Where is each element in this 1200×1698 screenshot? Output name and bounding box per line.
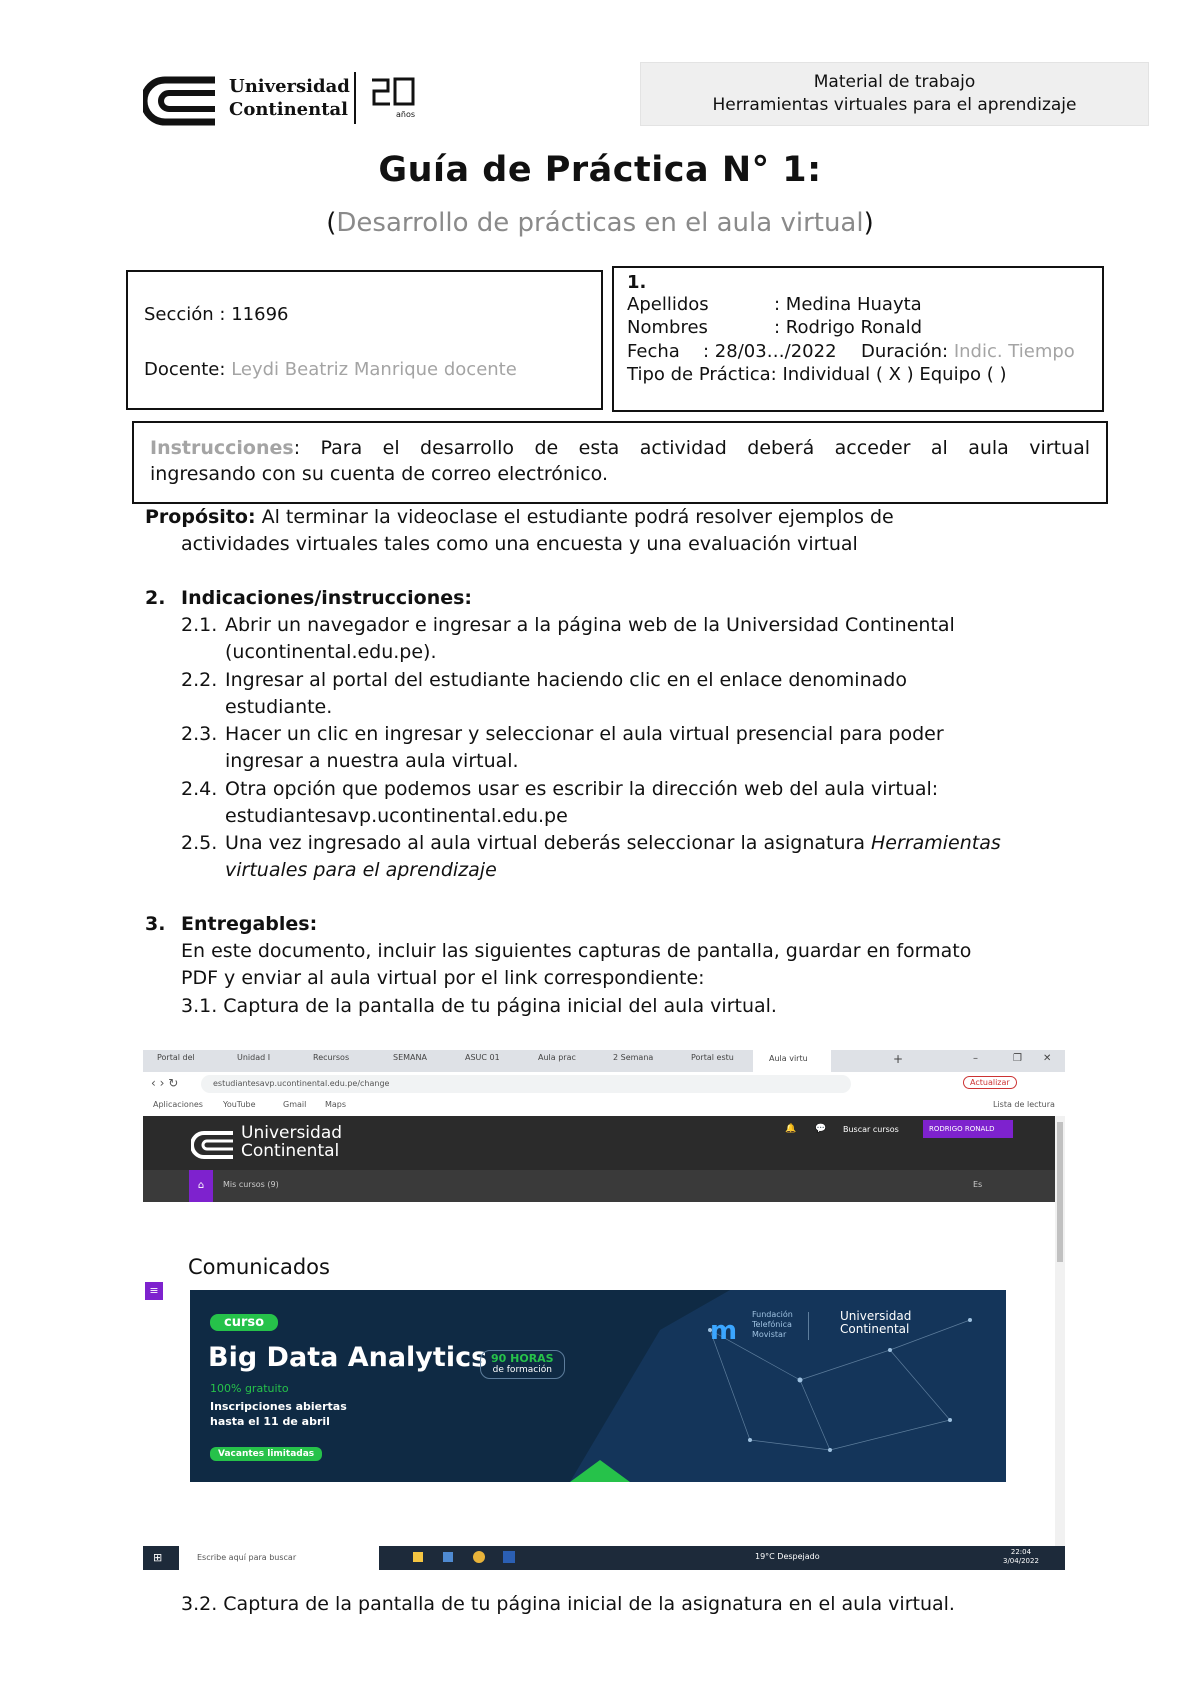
logo-anios: años: [396, 110, 416, 119]
section2-number: 2.: [145, 587, 166, 609]
header-material-line2: Herramientas virtuales para el aprendizaje: [712, 95, 1077, 115]
browser-tab: Portal estu: [691, 1053, 734, 1062]
browser-tab: Portal del: [157, 1053, 195, 1062]
subtitle-text: Desarrollo de prácticas en el aula virtual: [336, 208, 864, 238]
maximize-icon: ❐: [1013, 1053, 1022, 1064]
student-info-box: [612, 266, 1104, 412]
browser-tab-active: Aula virtu: [753, 1050, 831, 1072]
item-2-5-italic: Herramientas: [871, 832, 1001, 854]
subtitle-open-paren: (: [326, 208, 337, 238]
item-2-4-num: 2.4.: [181, 778, 218, 800]
proposito-text1: Al terminar la videoclase el estudiante podrá resolver ejemplos de: [261, 506, 894, 528]
docente-field: [144, 359, 517, 381]
banner-hours-badge: [480, 1350, 565, 1379]
clock-time: 22:04: [1010, 1548, 1032, 1556]
item-2-5-line1: [225, 830, 1001, 857]
instructions-label: Instrucciones: [150, 437, 294, 459]
bell-icon: 🔔: [785, 1124, 797, 1134]
movistar-m-icon: m: [710, 1316, 738, 1346]
banner-title: Big Data Analytics: [208, 1342, 488, 1373]
sponsor-line3: Movistar: [752, 1330, 787, 1339]
apellidos-value: : Medina Huayta: [774, 294, 922, 315]
menu-icon: ≡: [145, 1282, 163, 1300]
fecha-label: Fecha: [627, 341, 680, 362]
banner-tag: curso: [210, 1314, 278, 1331]
update-button: Actualizar: [963, 1076, 1017, 1089]
bookmarks-bar: [143, 1096, 1065, 1114]
seccion-field: Sección : 11696: [144, 304, 289, 325]
browser-tab: SEMANA: [393, 1053, 427, 1062]
section2-title: Indicaciones/instrucciones:: [181, 587, 473, 609]
header-material-line1: Material de trabajo: [813, 72, 976, 92]
tipo-practica-row: Tipo de Práctica: Individual ( X ) Equipo ( ): [627, 364, 1007, 385]
student-number: 1.: [627, 272, 647, 293]
page-subtitle: [0, 208, 1200, 238]
nombres-label: Nombres: [627, 317, 708, 338]
item-2-3-num: 2.3.: [181, 723, 218, 745]
banner-insc2: hasta el 11 de abril: [210, 1415, 330, 1428]
site-logo-line2: Continental: [241, 1141, 340, 1161]
instructions-text1: : Para el desarrollo de esta actividad deberá acceder al aula virtual: [293, 437, 1090, 459]
banner-divider: [808, 1312, 809, 1340]
home-icon: ⌂: [189, 1170, 213, 1202]
nav-arrows-icon: ‹ › ↻: [151, 1076, 179, 1090]
instructions-line2: ingresando con su cuenta de correo electrónico.: [150, 463, 609, 485]
banner-vacantes: Vacantes limitadas: [210, 1447, 322, 1461]
browser-tab: Unidad I: [237, 1053, 271, 1062]
bookmark-item: Gmail: [283, 1100, 307, 1109]
section3-line2: PDF y enviar al aula virtual por el link correspondiente:: [181, 967, 705, 989]
site-logo-line1: Universidad: [241, 1123, 343, 1143]
page-scrollbar: [1055, 1116, 1065, 1546]
apellidos-label: Apellidos: [627, 294, 709, 315]
bookmark-item: YouTube: [223, 1100, 256, 1109]
duracion-value: Indic. Tiempo: [953, 341, 1075, 362]
word-icon: [503, 1551, 515, 1563]
section3-title: Entregables:: [181, 913, 318, 935]
banner-sponsor: [752, 1310, 793, 1340]
anniversary-20-icon: [370, 74, 416, 108]
banner-uc-logo: [840, 1310, 911, 1336]
duracion-label: Duración:: [861, 341, 949, 362]
banner-hours: 90 HORAS: [491, 1352, 554, 1365]
big-data-banner: [190, 1290, 1006, 1482]
item-2-5-num: 2.5.: [181, 832, 218, 854]
reading-list: Lista de lectura: [993, 1100, 1055, 1109]
docente-value: Leydi Beatriz Manrique docente: [231, 359, 517, 380]
clock-date: 3/04/2022: [1003, 1557, 1039, 1565]
windows-start-icon: ⊞: [153, 1551, 163, 1564]
taskbar-clock: [1003, 1548, 1039, 1566]
logo-line2: Continental: [229, 99, 349, 120]
section3-item2: 3.2. Captura de la pantalla de tu página inicial de la asignatura en el aula virtual.: [181, 1593, 955, 1615]
subtitle-close-paren: ): [863, 208, 874, 238]
browser-tab: Recursos: [313, 1053, 350, 1062]
minimize-icon: –: [973, 1053, 978, 1064]
proposito-line1: [145, 504, 894, 531]
logo-divider: [354, 72, 356, 124]
banner-hours-sub: de formación: [492, 1365, 552, 1375]
item-2-5-line2: virtuales para el aprendizaje: [225, 859, 497, 881]
item-2-1-line1: Abrir un navegador e ingresar a la página web de la Universidad Continental: [225, 614, 955, 636]
chrome-icon: [473, 1551, 485, 1563]
sponsor-line2: Telefónica: [752, 1320, 792, 1329]
item-2-2-line1: Ingresar al portal del estudiante haciendo clic en el enlace denominado: [225, 669, 907, 691]
banner-insc1: Inscripciones abiertas: [210, 1400, 347, 1413]
browser-tab: Aula prac: [538, 1053, 576, 1062]
banner-uc1: Universidad: [840, 1309, 912, 1323]
browser-tabstrip: [143, 1050, 1065, 1072]
user-button: RODRIGO RONALD: [923, 1120, 1013, 1138]
site-header: [143, 1116, 1055, 1170]
instructions-box: [132, 421, 1108, 504]
nombres-value: : Rodrigo Ronald: [774, 317, 923, 338]
windows-taskbar: [143, 1546, 1065, 1570]
comunicados-heading: Comunicados: [188, 1255, 330, 1279]
item-2-4-line1: Otra opción que podemos usar es escribir la dirección web del aula virtual:: [225, 778, 939, 800]
item-2-3-line2: ingresar a nuestra aula virtual.: [225, 750, 519, 772]
section3-line1: En este documento, incluir las siguientes capturas de pantalla, guardar en formato: [181, 940, 972, 962]
proposito-label: Propósito:: [145, 506, 256, 528]
chat-icon: 💬: [815, 1124, 827, 1134]
nombres-row: [627, 317, 922, 339]
page-title: Guía de Práctica N° 1:: [378, 150, 822, 190]
new-tab-icon: +: [893, 1052, 904, 1066]
store-icon: [443, 1552, 453, 1562]
my-courses-menu: Mis cursos (9): [223, 1180, 279, 1189]
item-2-4-line2: estudiantesavp.ucontinental.edu.pe: [225, 805, 568, 827]
browser-tab: ASUC 01: [465, 1053, 500, 1062]
weather-text: 19°C Despejado: [755, 1552, 820, 1561]
item-2-5-text: Una vez ingresado al aula virtual deberás seleccionar la asignatura: [225, 832, 865, 854]
instructions-line1: [150, 437, 1090, 459]
close-icon: ✕: [1043, 1053, 1052, 1064]
section-teacher-box: [126, 270, 603, 410]
section3-number: 3.: [145, 913, 166, 935]
sponsor-line1: Fundación: [752, 1310, 793, 1319]
banner-uc2: Continental: [840, 1322, 910, 1336]
proposito-line2: actividades virtuales tales como una encuesta y una evaluación virtual: [181, 533, 858, 555]
university-logo: [143, 72, 433, 130]
item-2-1-num: 2.1.: [181, 614, 218, 636]
section3-item1: 3.1. Captura de la pantalla de tu página inicial del aula virtual.: [181, 995, 777, 1017]
bookmark-item: Aplicaciones: [153, 1100, 203, 1109]
fecha-value: : 28/03…/2022: [703, 341, 837, 362]
bookmark-item: Maps: [325, 1100, 347, 1109]
site-nav: [143, 1170, 1055, 1202]
language-menu: Es: [973, 1180, 983, 1189]
logo-line1: Universidad: [229, 76, 350, 97]
item-2-3-line1: Hacer un clic en ingresar y seleccionar el aula virtual presencial para poder: [225, 723, 944, 745]
taskbar-search: Escribe aquí para buscar: [179, 1546, 379, 1570]
uc-logo-icon: [143, 76, 221, 126]
search-courses: Buscar cursos: [843, 1125, 899, 1134]
header-material-box: [640, 62, 1149, 126]
item-2-2-num: 2.2.: [181, 669, 218, 691]
banner-gratuito: 100% gratuito: [210, 1382, 289, 1395]
scroll-thumb: [1057, 1122, 1063, 1262]
item-2-1-line2: (ucontinental.edu.pe).: [225, 641, 437, 663]
fecha-row: [627, 341, 1075, 363]
item-2-2-line2: estudiante.: [225, 696, 333, 718]
browser-screenshot: [143, 1050, 1065, 1570]
browser-tab: 2 Semana: [613, 1053, 654, 1062]
url-field: estudiantesavp.ucontinental.edu.pe/change: [201, 1075, 851, 1093]
explorer-icon: [413, 1552, 423, 1562]
browser-addressbar: [143, 1072, 1065, 1097]
site-logo-icon: [191, 1130, 235, 1160]
apellidos-row: [627, 294, 922, 316]
docente-label: Docente:: [144, 359, 226, 380]
